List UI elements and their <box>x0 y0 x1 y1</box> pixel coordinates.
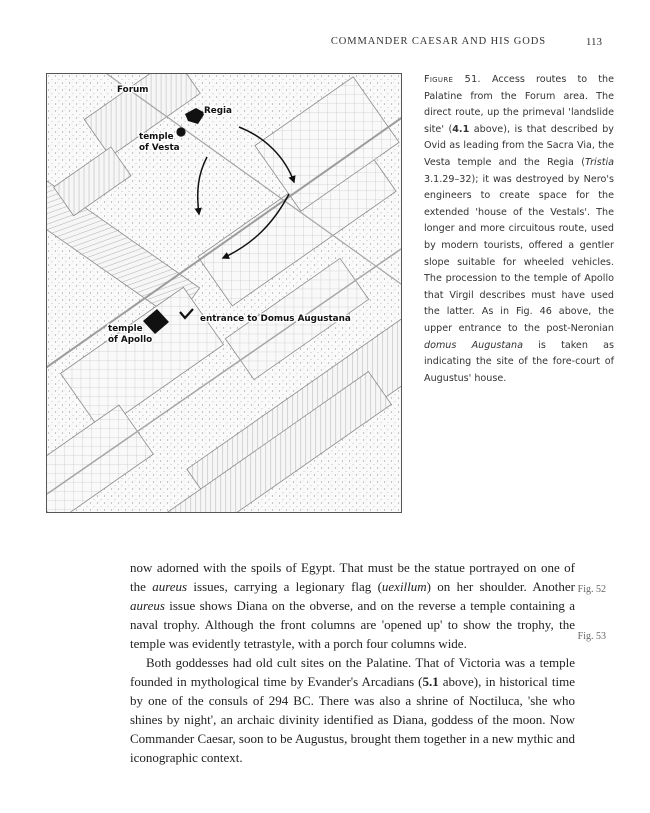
body-text-run: above), in historical time by one of the consuls of 294 BC. There was also a shrine of Noctiluca, 'she who shines by night', an archaic divinity identified as Diana, goddess of the moon. Now Commander Caesar, soon to be Augustus, brought them together in a new mythic and iconographic context. <box>130 674 575 765</box>
body-latin-term: aureus <box>152 579 188 594</box>
body-text-run: Both goddesses had old cult sites on the Palatine. That of Victoria was a temple founded in mythological time by Evander's Arcadians ( <box>130 655 575 689</box>
body-text-run: ) on her shoulder. Another <box>426 579 575 594</box>
figure-caption <box>424 72 614 387</box>
body-paragraph <box>130 653 575 767</box>
running-head <box>0 36 650 52</box>
margin-ref-fig53: Fig. 53 <box>577 631 606 642</box>
label-temple-vesta-2: of Vesta <box>139 143 180 153</box>
vesta-temple-marker <box>176 127 185 136</box>
body-latin-term: aureus <box>130 598 165 613</box>
body-section-ref: 5.1 <box>422 674 439 689</box>
caption-text: 3.1.29–32); it was destroyed by Nero's engineers to create space for the extended 'house of the Vestals'. The longer and more circuitous route, used by modern tourists, offered a gentler slope suitable for wheeled vehicles. The procession to the temple of Apollo that Virgil describes must have used the latter. As in Fig. 46 above, the upper entrance to the post-Neronian <box>424 173 614 334</box>
label-temple-apollo-2: of Apollo <box>108 335 153 345</box>
caption-figure-label: Figure 51. <box>424 74 481 85</box>
caption-text: is taken as indicating the site of the fore-court of Augustus' house. <box>424 339 614 384</box>
label-temple-apollo-1: temple <box>108 324 143 334</box>
caption-text: above), is that described by Ovid as leading from the Sacra Via, the Vesta temple and the Regia ( <box>424 123 614 168</box>
label-temple-vesta-1: temple <box>139 132 174 142</box>
caption-section-ref: 4.1 <box>452 123 470 135</box>
body-latin-term: uexillum <box>381 579 427 594</box>
body-text-run: now adorned with the spoils of Egypt. That must be the statue portrayed on one of the <box>130 560 575 594</box>
body-text <box>130 558 575 767</box>
page-number: 113 <box>585 36 602 48</box>
label-entrance-domus: entrance to Domus Augustana <box>200 314 351 324</box>
label-forum: Forum <box>117 85 149 95</box>
label-regia: Regia <box>204 106 232 116</box>
figure-map <box>46 73 402 513</box>
caption-text: Access routes to the Palatine from the Forum area. The direct route, up the primeval 'landslide site' ( <box>424 74 614 135</box>
margin-ref-fig52: Fig. 52 <box>577 584 606 595</box>
running-title: COMMANDER CAESAR AND HIS GODS <box>330 36 546 47</box>
body-paragraph <box>130 558 575 653</box>
body-text-run: issue shows Diana on the obverse, and on the reverse a temple containing a naval trophy. Although the front columns are 'opened up' to show the trophy, the temple was evidently tetrastyle, with a porch four columns wide. <box>130 598 575 651</box>
caption-work-title: Tristia <box>584 156 614 168</box>
caption-place-name: domus Augustana <box>424 339 523 351</box>
body-text-run: issues, carrying a legionary flag ( <box>187 579 382 594</box>
